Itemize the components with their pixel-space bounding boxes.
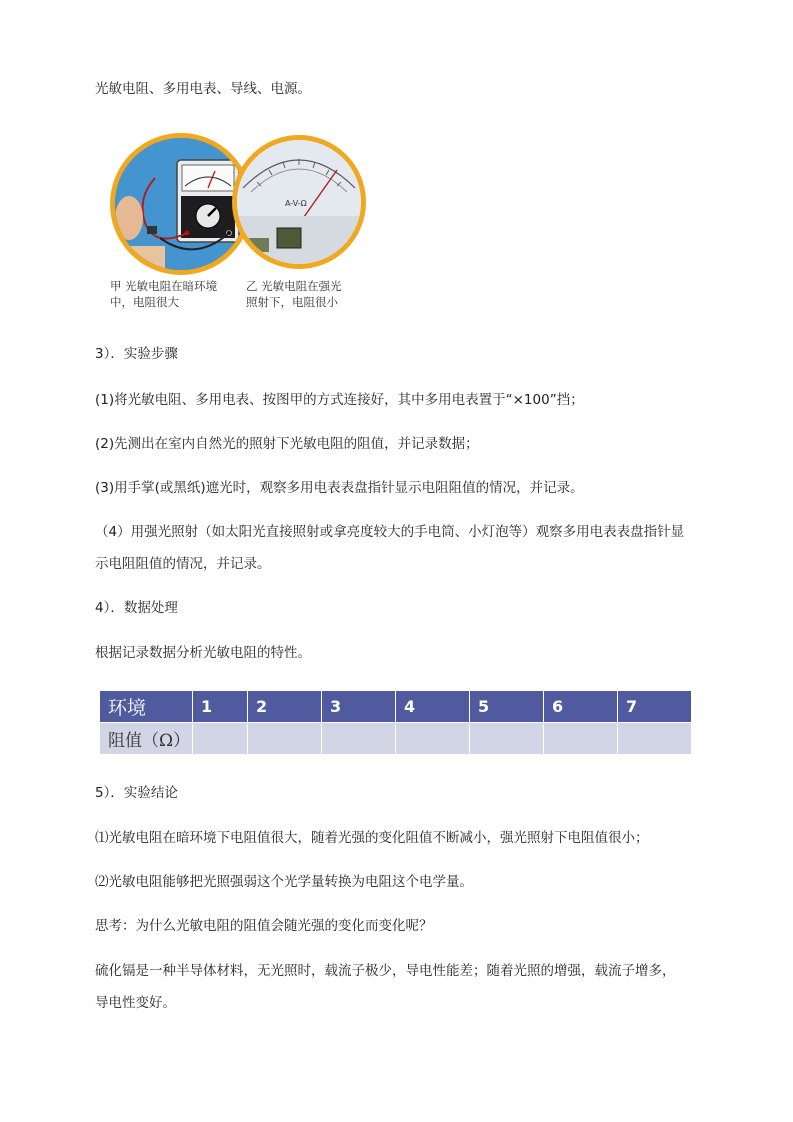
table-header-cell: 7 — [618, 691, 692, 723]
table-cell — [322, 723, 396, 755]
conclusion-2: ⑵光敏电阻能够把光照强弱这个光学量转换为电阻这个电学量。 — [95, 874, 473, 890]
dial-illustration — [237, 140, 361, 264]
table-cell — [544, 723, 618, 755]
caption-left-line2: 中，电阻很大 — [110, 295, 179, 309]
table-row — [100, 723, 692, 755]
table-cell — [618, 723, 692, 755]
multimeter-illustration — [115, 138, 247, 270]
table-header-cell: 3 — [322, 691, 396, 723]
materials-text: 光敏电阻、多用电表、导线、电源。 — [95, 81, 311, 97]
step-4-line2: 示电阻阻值的情况，并记录。 — [95, 556, 271, 572]
table-header-cell: 5 — [470, 691, 544, 723]
section4-text: 根据记录数据分析光敏电阻的特性。 — [95, 645, 311, 661]
caption-right-line1: 乙 光敏电阻在强光 — [246, 279, 342, 293]
think-answer-line1: 硫化镉是一种半导体材料，无光照时，载流子极少，导电性能差；随着光照的增强，载流子增多， — [95, 963, 676, 979]
step-1: (1)将光敏电阻、多用电表、按图甲的方式连接好，其中多用电表置于“×100”挡； — [95, 392, 584, 408]
think-question: 思考：为什么光敏电阻的阻值会随光强的变化而变化呢？ — [95, 918, 433, 934]
section5-heading: 5）．实验结论 — [95, 785, 178, 801]
caption-left-line1: 甲 光敏电阻在暗环境 — [110, 279, 218, 293]
table-row-label: 阻值（Ω） — [100, 723, 193, 755]
caption-right — [246, 278, 342, 310]
section3-heading: 3）．实验步骤 — [95, 346, 178, 362]
multimeter-photo-left — [110, 133, 252, 275]
dial-photo-right — [232, 135, 366, 269]
step-4-line1: （4）用强光照射（如太阳光直接照射或拿亮度较大的手电筒、小灯泡等）观察多用电表表盘指针显 — [95, 524, 685, 540]
table-header-cell: 6 — [544, 691, 618, 723]
think-answer-line2: 导电性变好。 — [95, 995, 176, 1011]
table-cell — [396, 723, 470, 755]
data-table — [99, 690, 692, 755]
section4-heading: 4）．数据处理 — [95, 600, 178, 616]
step-3: (3)用手掌(或黑纸)遮光时，观察多用电表表盘指针显示电阻阻值的情况，并记录。 — [95, 480, 584, 496]
conclusion-1: ⑴光敏电阻在暗环境下电阻值很大，随着光强的变化阻值不断减小，强光照射下电阻值很小； — [95, 830, 649, 846]
table-cell — [470, 723, 544, 755]
table-header-cell: 1 — [193, 691, 248, 723]
dial-label: A-V-Ω — [285, 199, 307, 208]
experiment-figure — [110, 133, 365, 313]
caption-left — [110, 278, 217, 310]
table-header-cell: 2 — [248, 691, 322, 723]
table-header-cell: 4 — [396, 691, 470, 723]
step-2: (2)先测出在室内自然光的照射下光敏电阻的阻值，并记录数据； — [95, 436, 479, 452]
table-header-label: 环境 — [100, 691, 193, 723]
table-cell — [248, 723, 322, 755]
caption-right-line2: 照射下，电阻很小 — [246, 295, 338, 309]
table-cell — [193, 723, 248, 755]
table-header-row — [100, 691, 692, 723]
